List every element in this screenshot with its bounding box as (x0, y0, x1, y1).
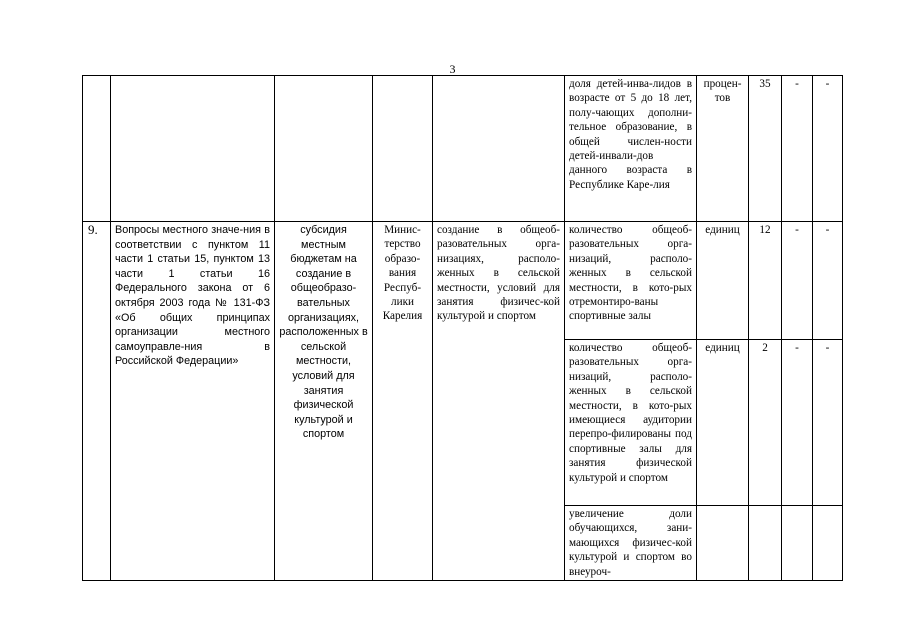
cell-col10: - (813, 222, 843, 340)
cell-unit: единиц (697, 222, 749, 340)
cell-goal: создание в общеоб-разовательных орга-низациях, располо-женных в сельской местности, условий для занятия физичес-кой культурой и спортом (433, 222, 565, 581)
cell-unit (697, 506, 749, 581)
cell-number: 9. (83, 222, 111, 581)
cell-value: 35 (749, 76, 782, 222)
cell-col9 (782, 506, 813, 581)
table-row (83, 76, 843, 222)
cell-executor (373, 76, 433, 222)
cell-col9: - (782, 340, 813, 506)
cell-value: 12 (749, 222, 782, 340)
cell-col9: - (782, 76, 813, 222)
cell-executor: Минис-терство образо-вания Респуб-лики Карелия (373, 222, 433, 581)
cell-form: субсидия местным бюджетам на создание в общеобразо-вательных организациях, расположенных в сельской местности, условий для занятия физической культурой и спортом (275, 222, 373, 581)
cell-col10 (813, 506, 843, 581)
cell-col10: - (813, 340, 843, 506)
cell-issue (111, 76, 275, 222)
page-number: 3 (449, 62, 456, 76)
table-row (83, 222, 843, 340)
cell-value: 2 (749, 340, 782, 506)
cell-indicator: увеличение доли обучающихся, зани-мающихся физичес-кой культурой и спортом во внеуроч- (565, 506, 697, 581)
cell-col9: - (782, 222, 813, 340)
cell-goal (433, 76, 565, 222)
cell-indicator: количество общеоб-разовательных орга-низаций, располо-женных в сельской местности, в кото-рых имеющиеся аудитории перепро-филированы под спортивные залы для занятия физической культурой и спортом (565, 340, 697, 506)
cell-form (275, 76, 373, 222)
cell-indicator: количество общеоб-разовательных орга-низаций, располо-женных в сельской местности, в кото-рых отремонтиро-ваны спортивные залы (565, 222, 697, 340)
cell-value (749, 506, 782, 581)
cell-issue: Вопросы местного значе-ния в соответствии с пунктом 11 части 1 статьи 15, пунктом 13 части 1 статьи 16 Федерального закона от 6 октября 2003 года № 131-ФЗ «Об общих принципах организации местного самоуправле-ния в Российской Федерации» (111, 222, 275, 581)
cell-unit: единиц (697, 340, 749, 506)
cell-indicator: доля детей-инва-лидов в возрасте от 5 до 18 лет, полу-чающих дополни-тельное образование, в общей числен-ности детей-инвали-дов данного возраста в Республике Каре-лия (565, 76, 697, 222)
cell-col10: - (813, 76, 843, 222)
measures-table (82, 75, 843, 581)
cell-number (83, 76, 111, 222)
cell-unit: процен-тов (697, 76, 749, 222)
